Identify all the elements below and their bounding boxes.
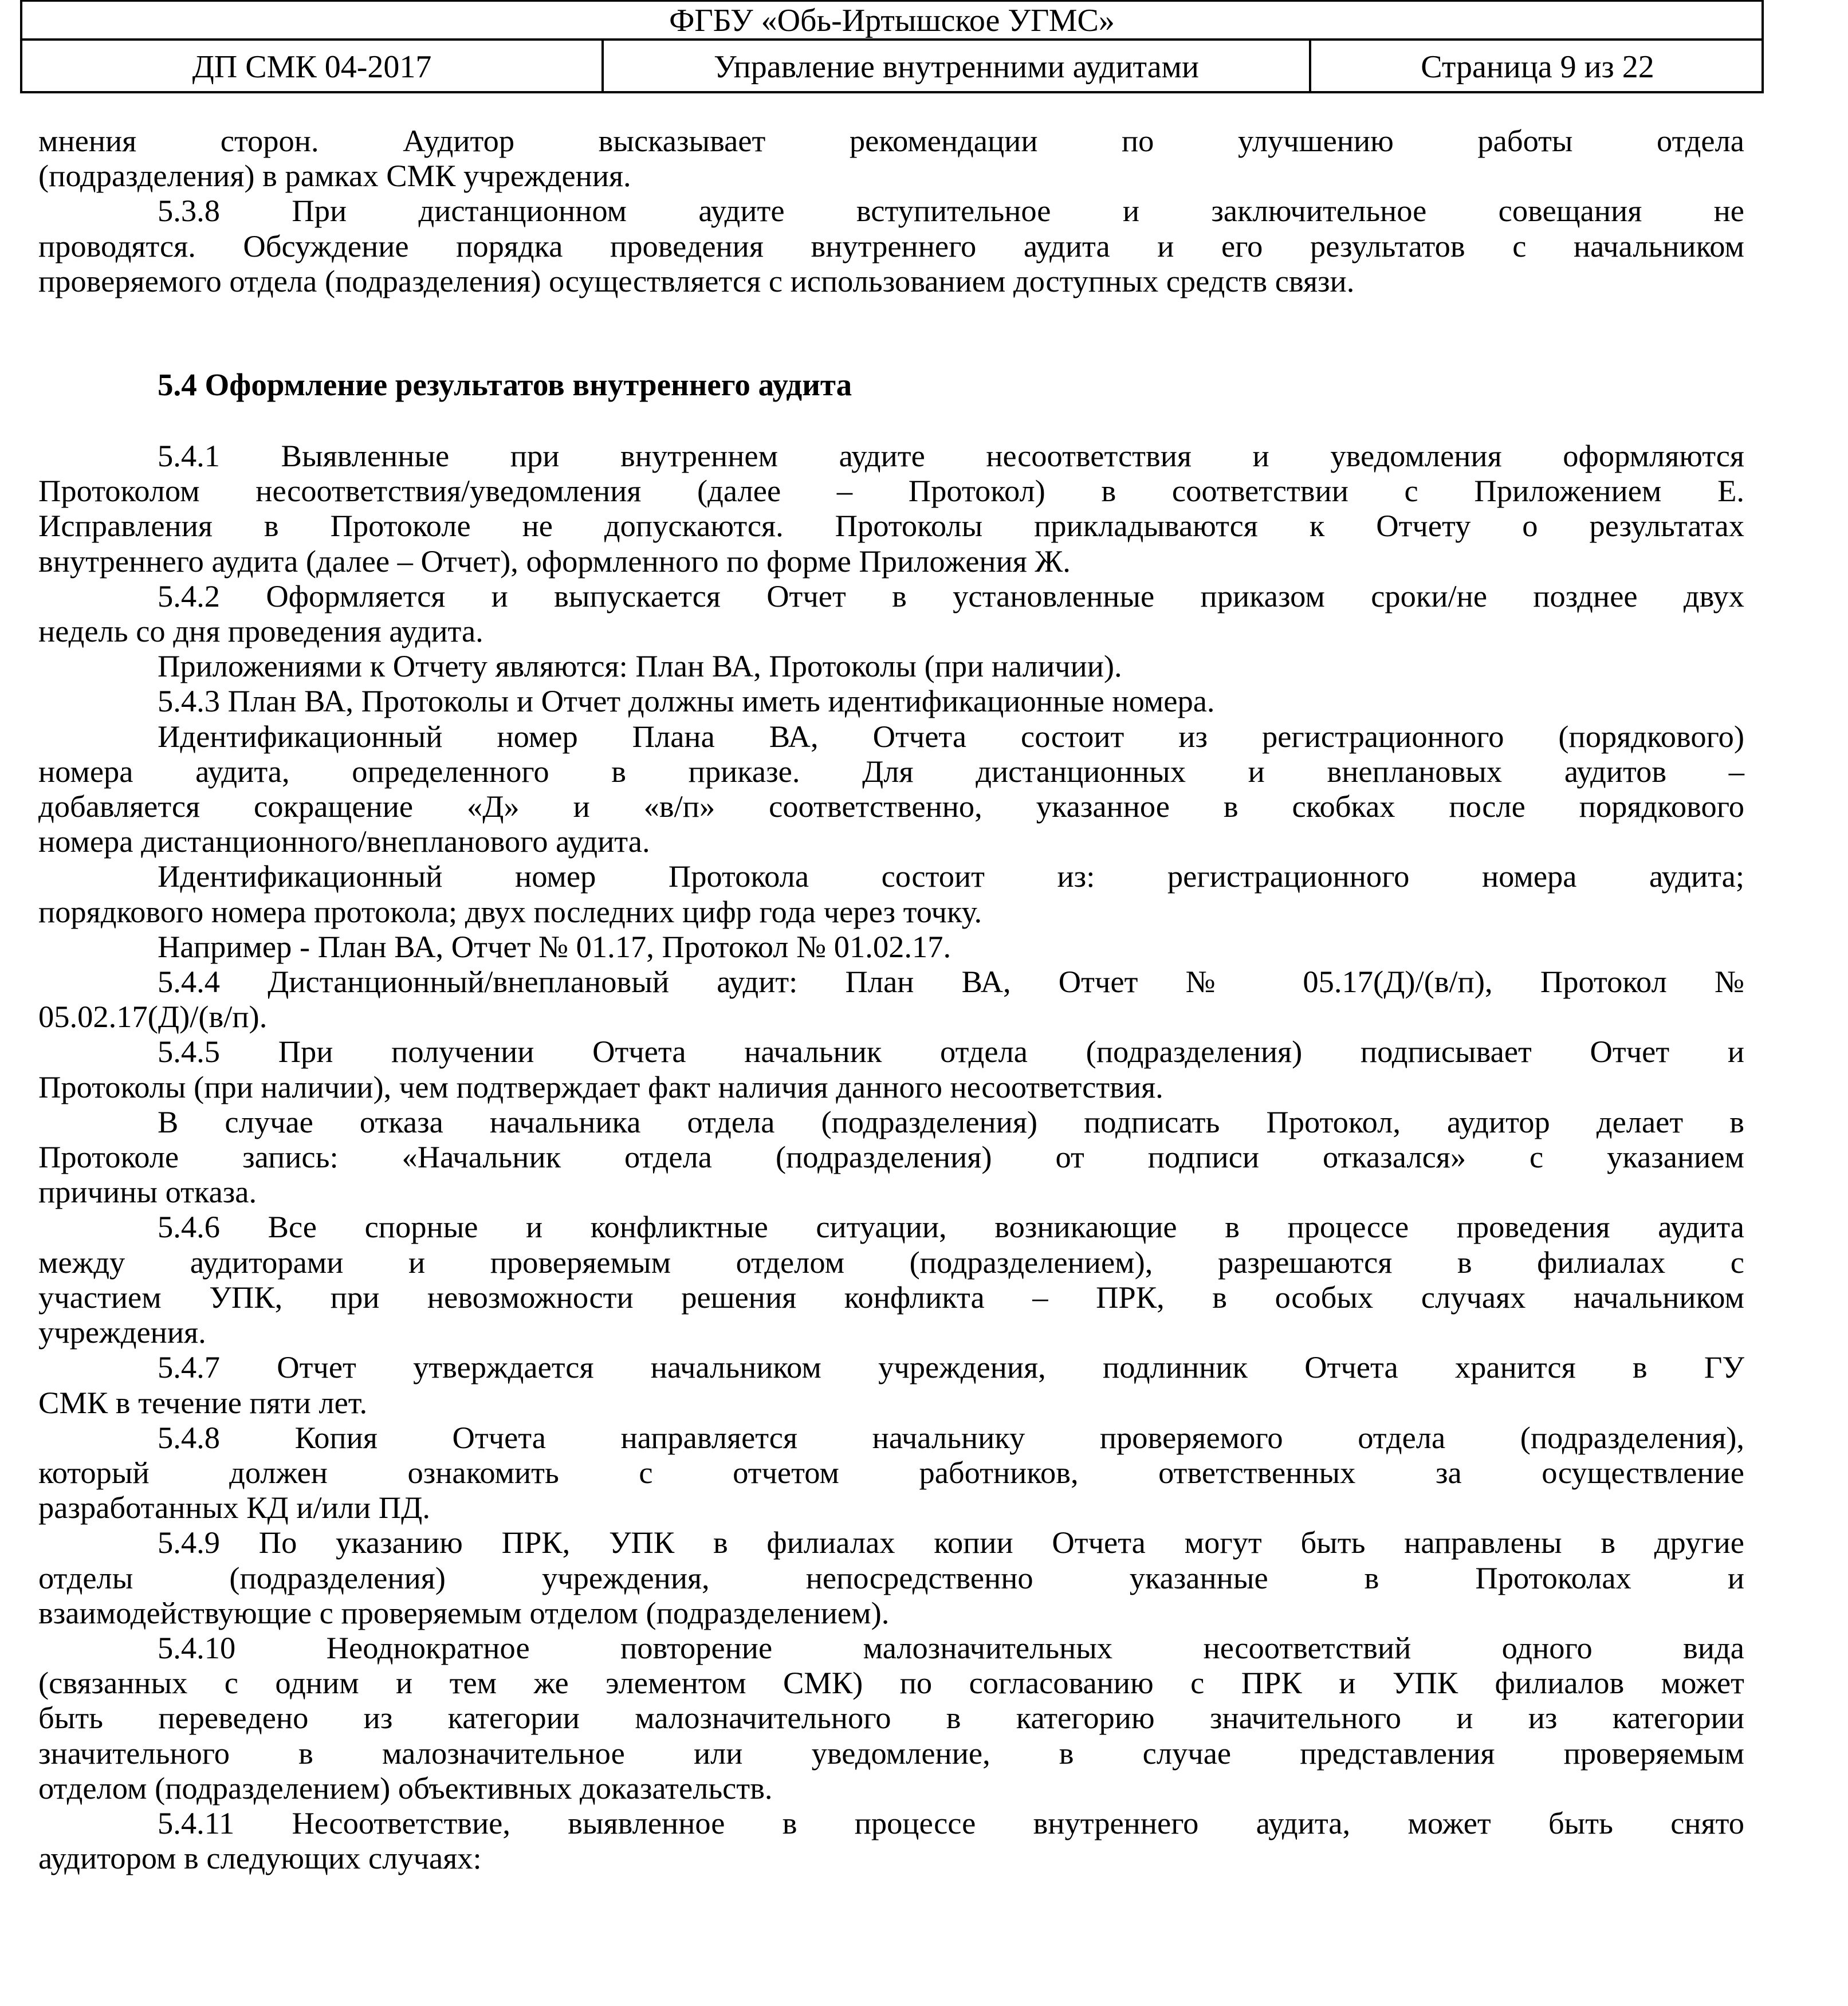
paragraph xyxy=(38,1104,1744,1210)
paragraph-5-4-9 xyxy=(38,1525,1744,1630)
text-line: 5.4.10 Неоднократное повторение малозначительных несоответствий одного вида xyxy=(158,1630,1744,1665)
text-line: 5.3.8 При дистанционном аудите вступительное и заключительное совещания не xyxy=(158,193,1744,229)
text-line: 5.4.4 Дистанционный/внеплановый аудит: План ВА, Отчет № 05.17(Д)/(в/п), Протокол № xyxy=(158,964,1744,1000)
paragraph xyxy=(38,719,1744,859)
text-line: 5.4.11 Несоответствие, выявленное в процессе внутреннего аудита, может быть снято xyxy=(158,1805,1744,1840)
document-title: Управление внутренними аудитами xyxy=(604,41,1311,93)
paragraph-5-4-7 xyxy=(38,1350,1744,1419)
paragraph-5-4-3 xyxy=(38,683,1744,718)
text-line: добавляется сокращение «Д» и «в/п» соответственно, указанное в скобках после порядкового xyxy=(38,789,1744,824)
text-line: порядкового номера протокола; двух последних цифр года через точку. xyxy=(38,894,982,929)
text-line: Протоколе запись: «Начальник отдела (подразделения) от подписи отказался» с указанием xyxy=(38,1139,1744,1175)
paragraph-5-4-4 xyxy=(38,964,1744,1034)
paragraph xyxy=(38,929,1744,964)
text-line: 5.4.8 Копия Отчета направляется начальнику проверяемого отдела (подразделения), xyxy=(158,1419,1744,1455)
text-line: причины отказа. xyxy=(38,1174,257,1210)
text-line: 5.4.9 По указанию ПРК, УПК в филиалах копии Отчета могут быть направлены в другие xyxy=(158,1525,1744,1560)
text-line: взаимодействующие с проверяемым отделом (подразделением). xyxy=(38,1595,890,1630)
text-line: участием УПК, при невозможности решения конфликта – ПРК, в особых случаях начальником xyxy=(38,1279,1744,1315)
text-line: 5.4.5 При получении Отчета начальник отдела (подразделения) подписывает Отчет и xyxy=(158,1034,1744,1069)
page-number: Страница 9 из 22 xyxy=(1421,49,1654,85)
text-line: который должен ознакомить с отчетом работников, ответственных за осуществление xyxy=(38,1454,1744,1490)
paragraph-5-4-5 xyxy=(38,1034,1744,1104)
text-line: быть переведено из категории малозначительного в категорию значительного и из категории xyxy=(38,1700,1744,1736)
text-line: аудитором в следующих случаях: xyxy=(38,1840,482,1876)
text-line: номера дистанционного/внепланового аудита. xyxy=(38,824,650,859)
text-line: значительного в малозначительное или уведомление, в случае представления проверяемым xyxy=(38,1735,1744,1771)
text-line: Идентификационный номер Плана ВА, Отчета состоит из регистрационного (порядкового) xyxy=(158,718,1744,754)
text-line: 05.02.17(Д)/(в/п). xyxy=(38,999,268,1035)
text-line: Протоколом несоответствия/уведомления (далее – Протокол) в соответствии с Приложением Е. xyxy=(38,473,1744,509)
paragraph-5-4-1 xyxy=(38,438,1744,579)
text-line: номера аудита, определенного в приказе. Для дистанционных и внеплановых аудитов – xyxy=(38,753,1744,789)
text-line: проводятся. Обсуждение порядка проведения внутреннего аудита и его результатов с начальником xyxy=(38,228,1744,263)
text-line: 5.4.7 Отчет утверждается начальником учреждения, подлинник Отчета хранится в ГУ xyxy=(158,1350,1744,1385)
paragraph-5-3-8 xyxy=(38,193,1744,298)
paragraph-5-4-11 xyxy=(38,1806,1744,1875)
text-line: Например - План ВА, Отчет № 01.17, Протокол № 01.02.17. xyxy=(158,929,951,964)
text-line: 5.4.1 Выявленные при внутреннем аудите несоответствия и уведомления оформляются xyxy=(158,438,1744,474)
text-line: СМК в течение пяти лет. xyxy=(38,1384,368,1420)
document-header-table xyxy=(20,0,1764,93)
document-code: ДП СМК 04-2017 xyxy=(22,41,604,93)
text-line: учреждения. xyxy=(38,1315,206,1350)
text-line: отделы (подразделения) учреждения, непосредственно указанные в Протоколах и xyxy=(38,1560,1744,1595)
section-heading: 5.4 Оформление результатов внутреннего аудита xyxy=(158,367,852,403)
text-line: Исправления в Протоколе не допускаются. Протоколы прикладываются к Отчету о результатах xyxy=(38,508,1744,544)
text-line: (связанных с одним и тем же элементом СМК) по согласованию с ПРК и УПК филиалов может xyxy=(38,1665,1744,1701)
paragraph xyxy=(38,648,1744,683)
text-line: Идентификационный номер Протокола состоит из: регистрационного номера аудита; xyxy=(158,859,1744,894)
text-line: разработанных КД и/или ПД. xyxy=(38,1490,430,1525)
text-line: недель со дня проведения аудита. xyxy=(38,613,483,649)
paragraph-5-4-8 xyxy=(38,1420,1744,1525)
text-line: проверяемого отдела (подразделения) осуществляется с использованием доступных средств связи. xyxy=(38,263,1355,298)
text-line: между аудиторами и проверяемым отделом (подразделением), разрешаются в филиалах с xyxy=(38,1244,1744,1280)
text-line: внутреннего аудита (далее – Отчет), оформленного по форме Приложения Ж. xyxy=(38,543,1071,579)
paragraph-5-4-10 xyxy=(38,1630,1744,1806)
organization-name: ФГБУ «Обь-Иртышское УГМС» xyxy=(22,2,1762,41)
document-body xyxy=(38,123,1744,1875)
paragraph xyxy=(38,123,1744,193)
text-line: отделом (подразделением) объективных доказательств. xyxy=(38,1770,773,1806)
text-line: 5.4.3 План ВА, Протоколы и Отчет должны иметь идентификационные номера. xyxy=(158,683,1215,719)
text-line: (подразделения) в рамках СМК учреждения. xyxy=(38,158,631,194)
paragraph-5-4-6 xyxy=(38,1209,1744,1350)
text-line: 5.4.6 Все спорные и конфликтные ситуации, возникающие в процессе проведения аудита xyxy=(158,1209,1744,1245)
paragraph xyxy=(38,859,1744,929)
text-line: 5.4.2 Оформляется и выпускается Отчет в установленные приказом сроки/не позднее двух xyxy=(158,578,1744,613)
text-line: мнения сторон. Аудитор высказывает рекомендации по улучшению работы отдела xyxy=(38,123,1744,158)
text-line: В случае отказа начальника отдела (подразделения) подписать Протокол, аудитор делает в xyxy=(158,1104,1744,1139)
text-line: Приложениями к Отчету являются: План ВА, Протоколы (при наличии). xyxy=(158,648,1122,684)
paragraph-5-4-2 xyxy=(38,579,1744,648)
text-line: Протоколы (при наличии), чем подтверждает факт наличия данного несоответствия. xyxy=(38,1069,1163,1104)
